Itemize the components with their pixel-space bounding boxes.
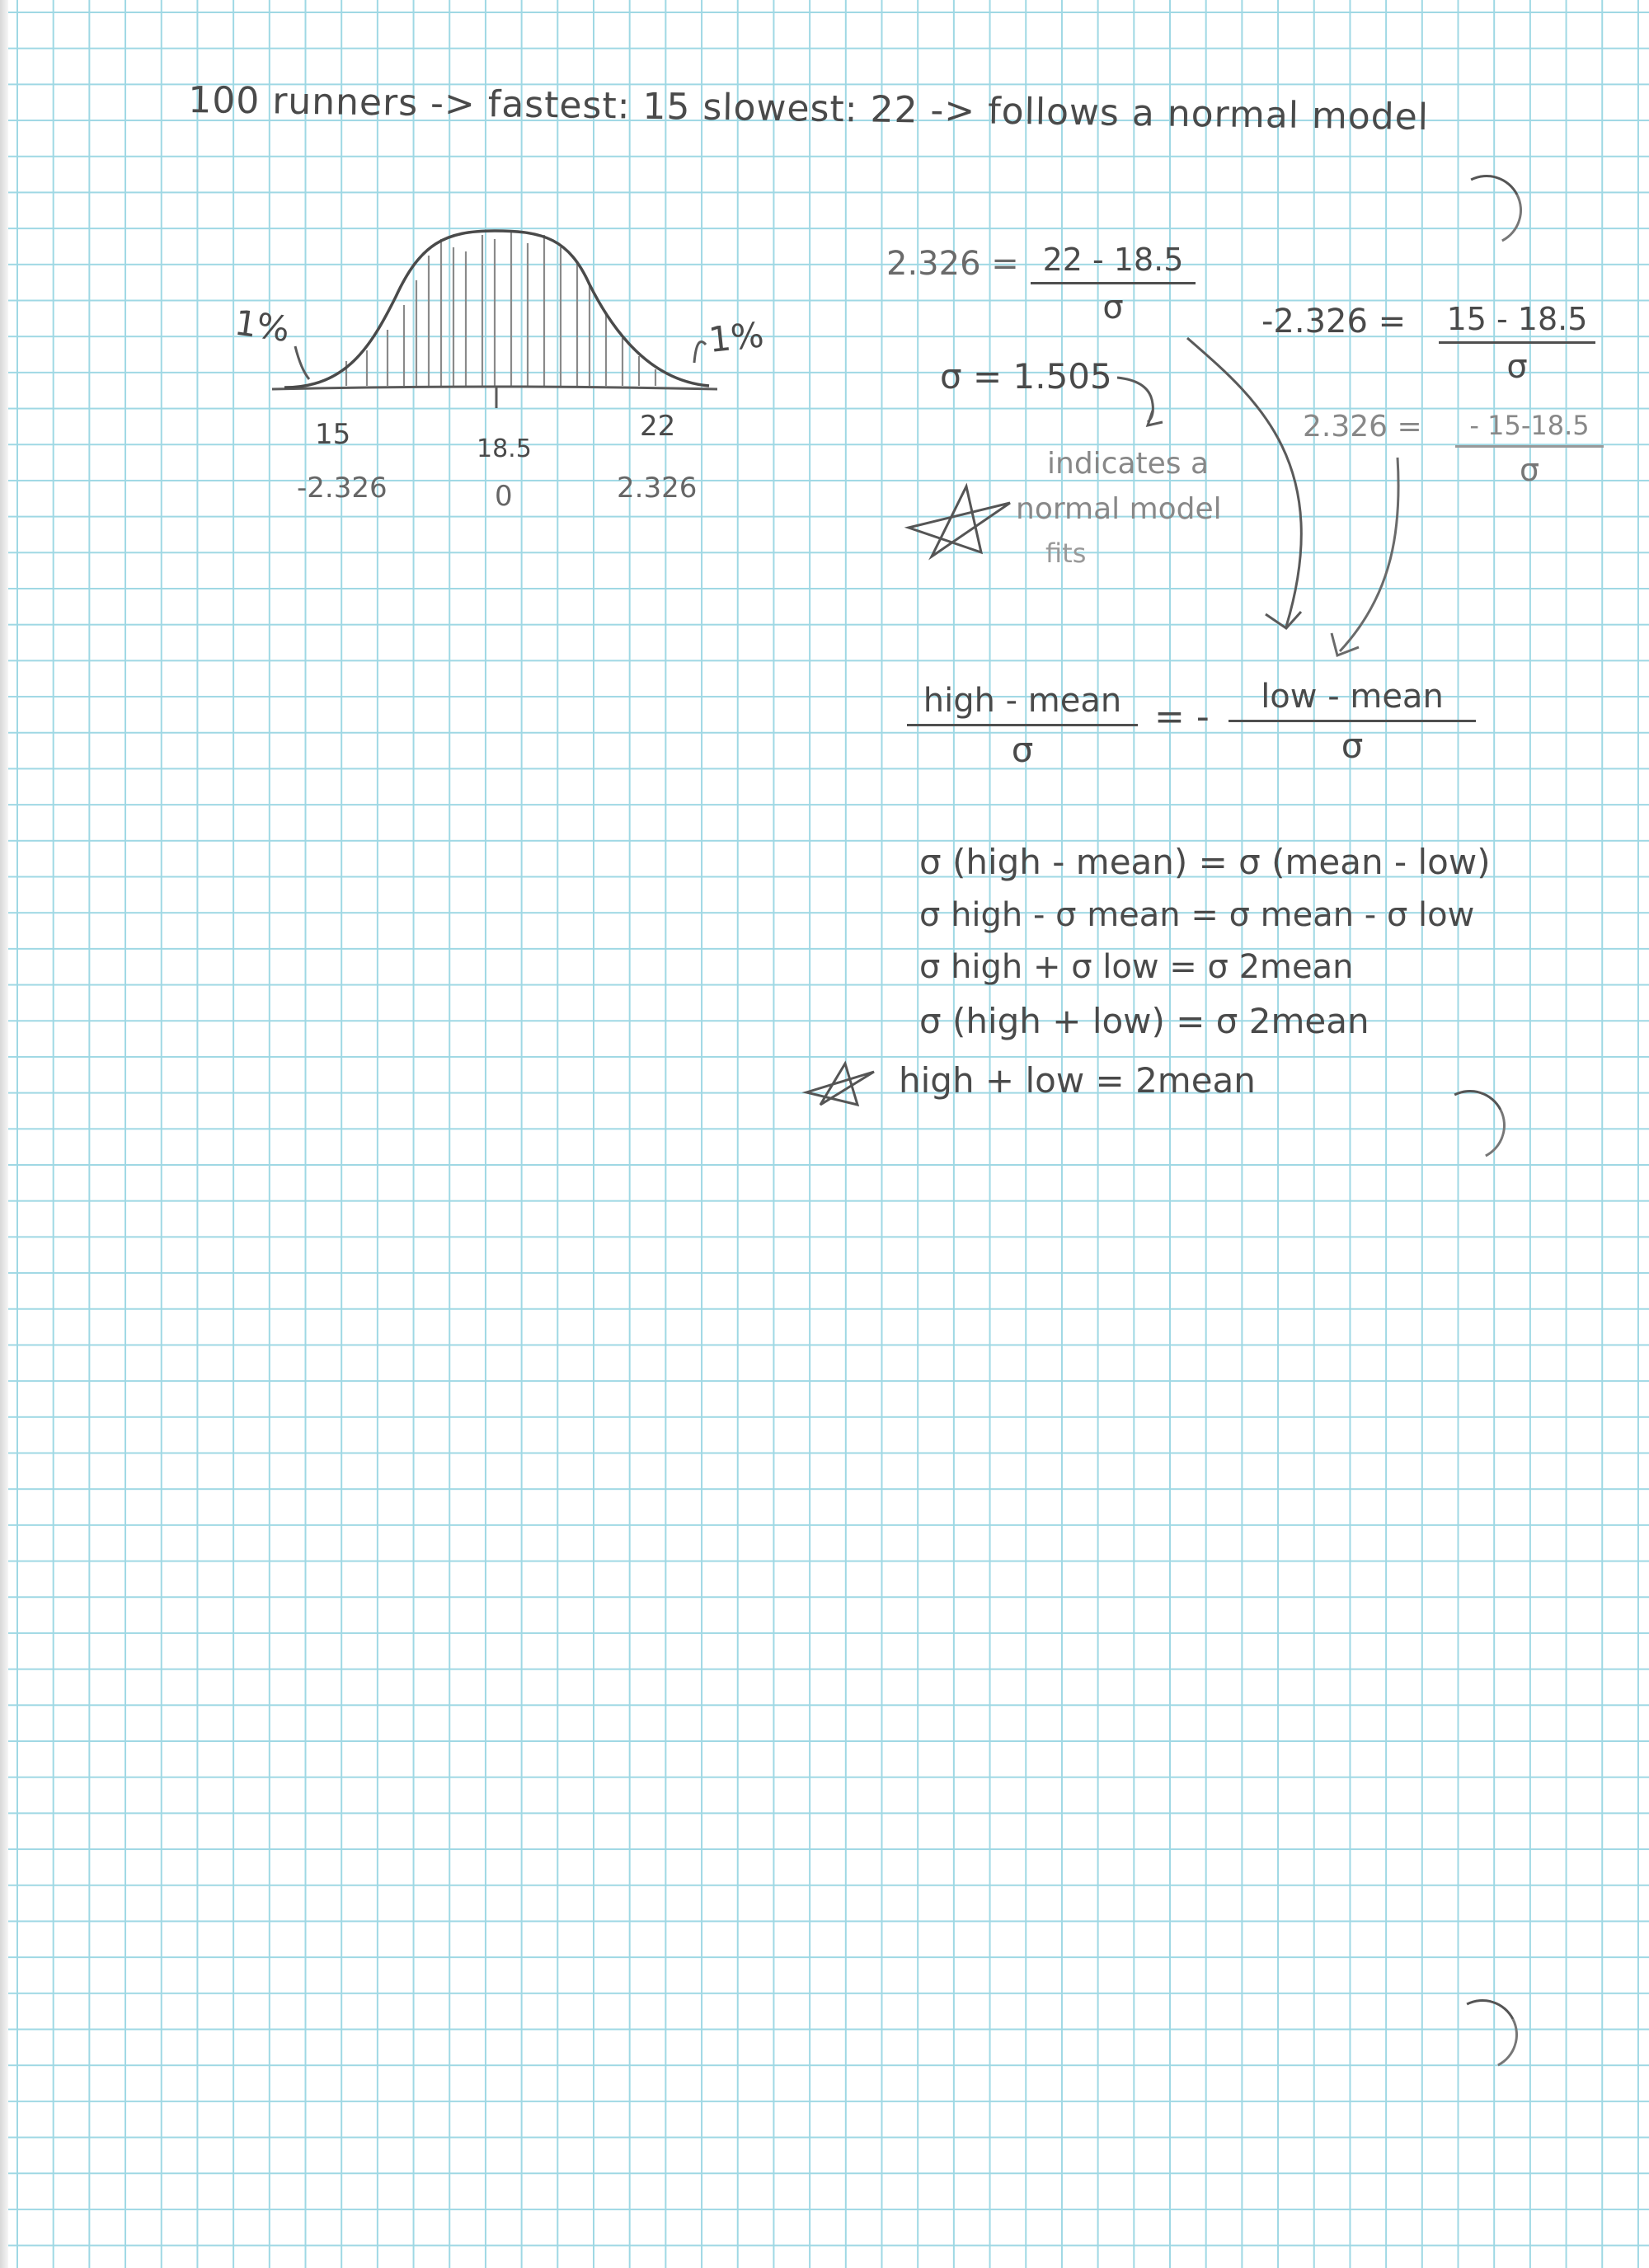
- eq3-fraction: [1455, 412, 1604, 486]
- right-tail-label: 1%: [707, 314, 766, 360]
- note-line-3: fits: [1045, 538, 1087, 569]
- eq2-numerator: 15 - 18.5: [1446, 301, 1588, 337]
- eq3-numerator: - 15-18.5: [1469, 410, 1590, 441]
- derivation-line-3: σ high + σ low = σ 2mean: [919, 948, 1354, 986]
- eq1-lhs: 2.326 =: [886, 245, 1019, 283]
- eq2-fraction-bar: [1439, 341, 1595, 344]
- header-note: 100 runners -> fastest: 15 slowest: 22 -> follows a normal model: [187, 79, 1430, 139]
- eq1-numerator: 22 - 18.5: [1042, 242, 1184, 278]
- general-left-numerator: high - mean: [923, 682, 1122, 720]
- eq3-fraction-bar: [1455, 445, 1604, 448]
- x-label-mean: 18.5: [477, 434, 532, 463]
- eq1-fraction: [1031, 244, 1196, 324]
- z-label-high: 2.326: [617, 472, 698, 505]
- derivation-line-2: σ high - σ mean = σ mean - σ low: [919, 896, 1475, 934]
- left-tail-label: 1%: [232, 302, 293, 350]
- star-icon: [909, 486, 1010, 556]
- sigma-value: σ = 1.505: [940, 356, 1112, 397]
- general-right-bar: [1229, 720, 1476, 722]
- eq2-lhs: -2.326 =: [1261, 303, 1407, 340]
- curve-shading-hatch: [346, 231, 655, 386]
- general-right-fraction: [1229, 678, 1476, 766]
- general-left-denominator: σ: [1011, 730, 1034, 770]
- eq3-lhs: 2.326 =: [1303, 410, 1422, 444]
- note-line-2: normal model: [1016, 492, 1222, 526]
- general-right-numerator: low - mean: [1261, 678, 1444, 716]
- eq1-fraction-bar: [1031, 282, 1196, 284]
- eq1-denominator: σ: [1102, 289, 1124, 326]
- star-icon-2: [806, 1064, 874, 1105]
- x-label-low: 15: [315, 418, 351, 451]
- derivation-line-4: σ (high + low) = σ 2mean: [919, 1001, 1369, 1041]
- eq2-denominator: σ: [1506, 348, 1528, 386]
- note-line-1: indicates a: [1047, 447, 1210, 481]
- general-left-fraction: [907, 684, 1138, 768]
- z-label-low: -2.326: [297, 472, 388, 505]
- general-left-bar: [907, 724, 1138, 726]
- z-label-mean: 0: [495, 480, 513, 513]
- eq3-denominator: σ: [1519, 452, 1540, 488]
- x-label-high: 22: [640, 410, 676, 443]
- eq2-fraction: [1439, 301, 1595, 386]
- conclusion: high + low = 2mean: [899, 1060, 1256, 1101]
- general-equals: = -: [1154, 696, 1210, 738]
- general-right-denominator: σ: [1341, 725, 1364, 766]
- derivation-line-1: σ (high - mean) = σ (mean - low): [919, 842, 1491, 882]
